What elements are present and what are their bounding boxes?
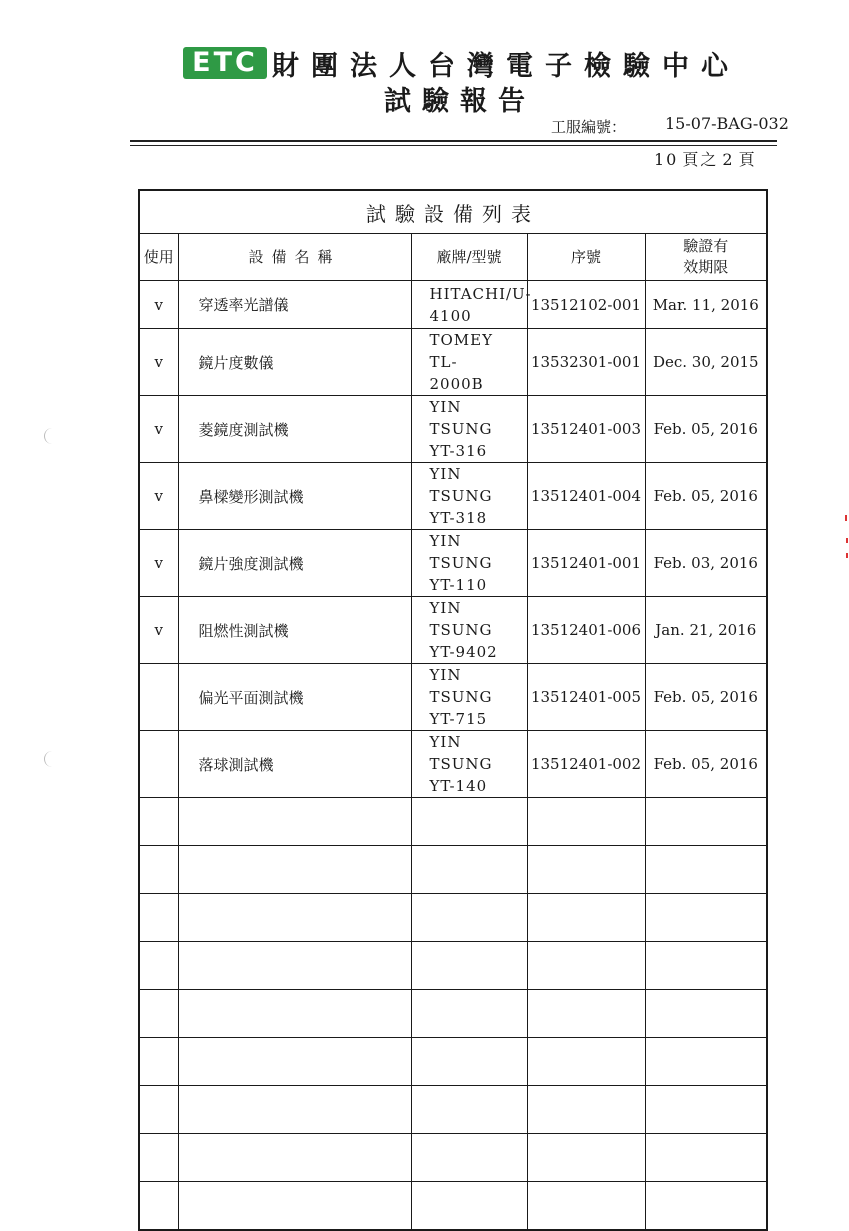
- equipment-name: 菱鏡度測試機: [178, 396, 411, 463]
- empty-cell: [645, 1134, 767, 1182]
- equipment-name: 鼻樑變形測試機: [178, 463, 411, 530]
- empty-cell: [645, 990, 767, 1038]
- table-row: [139, 463, 767, 530]
- table-row: [139, 329, 767, 396]
- page-indicator: [652, 147, 759, 170]
- empty-cell: [139, 1086, 178, 1134]
- use-mark: v: [139, 463, 178, 530]
- model-line2: YT-316: [429, 442, 488, 460]
- empty-cell: [178, 798, 411, 846]
- equipment-table: [138, 189, 768, 1231]
- table-row: [139, 597, 767, 664]
- empty-cell: [178, 990, 411, 1038]
- table-row: [139, 396, 767, 463]
- margin-red-mark: [846, 538, 848, 543]
- equipment-model: [411, 530, 527, 597]
- empty-row: [139, 846, 767, 894]
- empty-cell: [527, 846, 645, 894]
- page-total: 10: [654, 150, 679, 169]
- col-header-name: 設備名稱: [178, 234, 411, 281]
- serial-number: 13512401-006: [527, 597, 645, 664]
- model-line1: YIN TSUNG: [429, 532, 493, 572]
- table-title: 試驗設備列表: [139, 190, 767, 234]
- empty-cell: [139, 1182, 178, 1231]
- page-unit: 頁: [738, 150, 757, 169]
- model-line1: YIN TSUNG: [429, 666, 493, 706]
- empty-cell: [139, 990, 178, 1038]
- table-row: [139, 731, 767, 798]
- col-header-validity: [645, 234, 767, 281]
- empty-cell: [178, 1182, 411, 1231]
- empty-cell: [139, 1038, 178, 1086]
- validity-date: Mar. 11, 2016: [645, 281, 767, 329]
- equipment-name: 鏡片度數儀: [178, 329, 411, 396]
- empty-cell: [178, 942, 411, 990]
- empty-cell: [645, 942, 767, 990]
- col-header-validity-line1: 驗證有: [683, 237, 729, 255]
- page-current: 2: [722, 150, 735, 169]
- empty-cell: [139, 942, 178, 990]
- empty-cell: [411, 942, 527, 990]
- organization-name: 財團法人台灣電子檢驗中心: [272, 51, 740, 82]
- empty-cell: [645, 798, 767, 846]
- empty-row: [139, 798, 767, 846]
- serial-number: 13512401-004: [527, 463, 645, 530]
- validity-date: Feb. 05, 2016: [645, 664, 767, 731]
- empty-row: [139, 1038, 767, 1086]
- serial-number: 13512102-001: [527, 281, 645, 329]
- empty-cell: [645, 846, 767, 894]
- col-header-serial: 序號: [527, 234, 645, 281]
- table-header-row: [139, 234, 767, 281]
- empty-cell: [411, 846, 527, 894]
- empty-cell: [527, 894, 645, 942]
- model-line2: YT-715: [429, 710, 488, 728]
- empty-cell: [527, 990, 645, 1038]
- use-mark: v: [139, 281, 178, 329]
- empty-cell: [527, 1134, 645, 1182]
- equipment-model: [411, 463, 527, 530]
- model-line2: YT-140: [429, 777, 488, 795]
- model-line2: YT-9402: [429, 643, 498, 661]
- model-line2: 4100: [429, 306, 472, 325]
- header-rule-thin: [130, 145, 777, 146]
- validity-date: Feb. 05, 2016: [645, 731, 767, 798]
- empty-row: [139, 894, 767, 942]
- serial-number: 13512401-005: [527, 664, 645, 731]
- use-mark: v: [139, 329, 178, 396]
- equipment-name: 鏡片強度測試機: [178, 530, 411, 597]
- empty-cell: [178, 846, 411, 894]
- empty-cell: [645, 1086, 767, 1134]
- punch-hole-mark-top: [44, 428, 55, 444]
- margin-red-mark: [846, 553, 848, 558]
- validity-date: Feb. 03, 2016: [645, 530, 767, 597]
- empty-row: [139, 1134, 767, 1182]
- empty-row: [139, 942, 767, 990]
- validity-date: Dec. 30, 2015: [645, 329, 767, 396]
- table-title-row: [139, 190, 767, 234]
- empty-cell: [411, 990, 527, 1038]
- empty-cell: [139, 798, 178, 846]
- equipment-name: 落球測試機: [178, 731, 411, 798]
- use-mark: v: [139, 597, 178, 664]
- empty-cell: [178, 1038, 411, 1086]
- equipment-name: 穿透率光譜儀: [178, 281, 411, 329]
- empty-cell: [139, 894, 178, 942]
- model-line2: YT-318: [429, 509, 488, 527]
- model-line1: YIN TSUNG: [429, 733, 493, 773]
- etc-logo: ETC: [183, 47, 267, 79]
- empty-cell: [527, 1182, 645, 1231]
- serial-number: 13532301-001: [527, 329, 645, 396]
- model-line1: YIN TSUNG: [429, 398, 493, 438]
- model-line1: HITACHI/U-: [429, 284, 532, 303]
- equipment-model: [411, 396, 527, 463]
- empty-cell: [645, 894, 767, 942]
- use-mark: [139, 664, 178, 731]
- serial-number: 13512401-001: [527, 530, 645, 597]
- equipment-model: [411, 329, 527, 396]
- equipment-name: 偏光平面測試機: [178, 664, 411, 731]
- col-header-model: 廠牌/型號: [411, 234, 527, 281]
- model-line1: YIN TSUNG: [429, 465, 493, 505]
- empty-row: [139, 1086, 767, 1134]
- empty-row: [139, 1182, 767, 1231]
- empty-cell: [411, 894, 527, 942]
- page-separator: 頁之: [682, 150, 719, 169]
- empty-cell: [645, 1038, 767, 1086]
- empty-row: [139, 990, 767, 1038]
- empty-cell: [411, 798, 527, 846]
- equipment-model: [411, 731, 527, 798]
- empty-cell: [527, 798, 645, 846]
- empty-cell: [411, 1086, 527, 1134]
- empty-cell: [139, 1134, 178, 1182]
- report-header: [0, 0, 849, 170]
- job-number-label: 工服編號：: [551, 118, 627, 136]
- report-title: 試驗報告: [384, 86, 536, 117]
- col-header-use: 使用: [139, 234, 178, 281]
- punch-hole-mark-bottom: [44, 751, 55, 767]
- table-row: [139, 664, 767, 731]
- table-row: [139, 281, 767, 329]
- empty-cell: [178, 1086, 411, 1134]
- header-rule-thick: [130, 140, 777, 142]
- empty-cell: [645, 1182, 767, 1231]
- serial-number: 13512401-002: [527, 731, 645, 798]
- use-mark: [139, 731, 178, 798]
- validity-date: Feb. 05, 2016: [645, 396, 767, 463]
- empty-cell: [178, 894, 411, 942]
- model-line2: YT-110: [429, 576, 488, 594]
- empty-cell: [527, 1086, 645, 1134]
- table-body: [139, 281, 767, 1231]
- empty-cell: [139, 846, 178, 894]
- model-line1: TOMEY TL-: [429, 331, 494, 371]
- model-line2: 2000B: [429, 375, 484, 393]
- validity-date: Feb. 05, 2016: [645, 463, 767, 530]
- serial-number: 13512401-003: [527, 396, 645, 463]
- validity-date: Jan. 21, 2016: [645, 597, 767, 664]
- empty-cell: [411, 1182, 527, 1231]
- use-mark: v: [139, 530, 178, 597]
- margin-red-mark: [845, 515, 847, 521]
- empty-cell: [178, 1134, 411, 1182]
- equipment-model: [411, 597, 527, 664]
- empty-cell: [527, 942, 645, 990]
- equipment-model: [411, 664, 527, 731]
- use-mark: v: [139, 396, 178, 463]
- equipment-name: 阻燃性測試機: [178, 597, 411, 664]
- empty-cell: [411, 1038, 527, 1086]
- job-number-value: 15-07-BAG-032: [665, 114, 789, 133]
- col-header-validity-line2: 效期限: [683, 258, 729, 276]
- table-row: [139, 530, 767, 597]
- model-line1: YIN TSUNG: [429, 599, 493, 639]
- empty-cell: [527, 1038, 645, 1086]
- empty-cell: [411, 1134, 527, 1182]
- equipment-model: [411, 281, 532, 329]
